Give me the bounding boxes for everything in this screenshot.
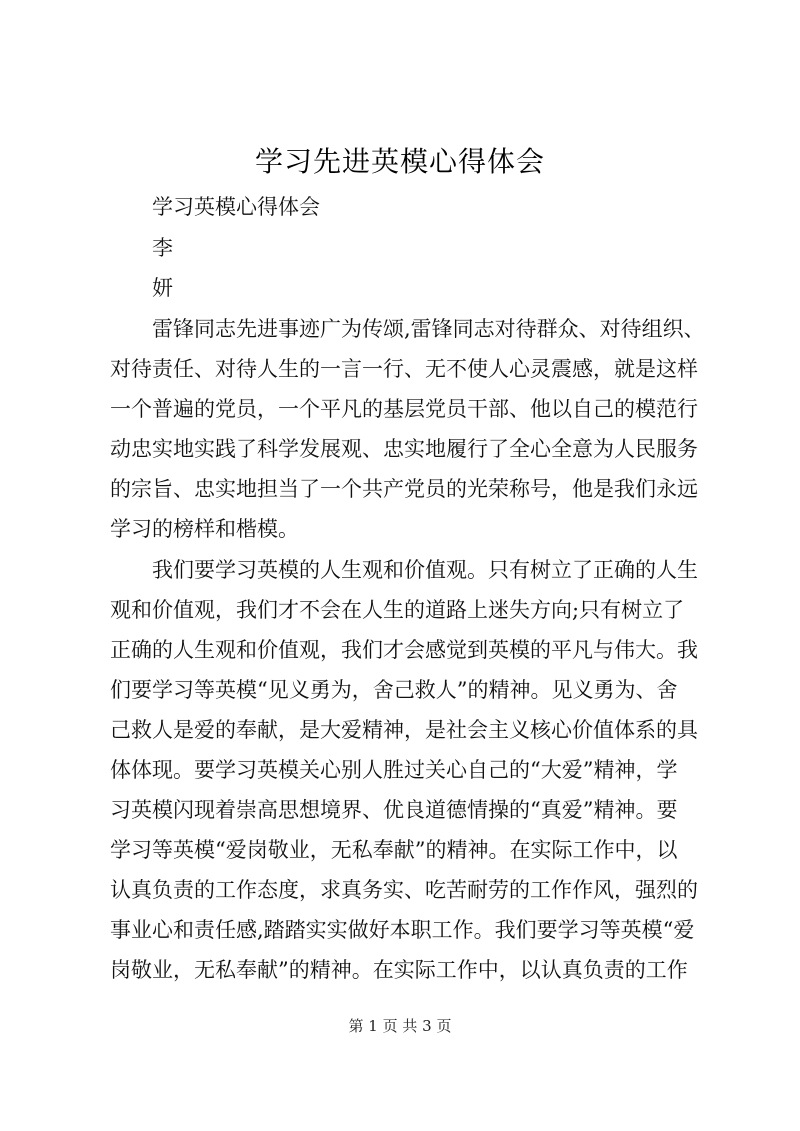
paragraph-1-line: 学习的榜样和楷模。 xyxy=(110,517,299,541)
paragraph-1-line: 对待责任、对待人生的一言一行、无不使人心灵震感，就是这样 xyxy=(110,357,698,381)
paragraph-1-line: 一个普遍的党员，一个平凡的基层党员干部、他以自己的模范行 xyxy=(110,397,698,421)
author-name-line-1: 李 xyxy=(152,236,173,260)
paragraph-2-line: 们要学习等英模“见义勇为，舍己救人”的精神。见义勇为、舍 xyxy=(110,678,678,702)
page-title: 学习先进英模心得体会 xyxy=(254,145,545,178)
paragraph-2-line: 观和价值观，我们才不会在人生的道路上迷失方向;只有树立了 xyxy=(110,598,685,622)
paragraph-2-line: 岗敬业，无私奉献”的精神。在实际工作中，以认真负责的工作 xyxy=(110,958,688,982)
paragraph-1-line: 雷锋同志先进事迹广为传颂,雷锋同志对待群众、对待组织、 xyxy=(152,317,705,341)
paragraph-2-line: 体体现。要学习英模关心别人胜过关心自己的“大爱”精神，学 xyxy=(110,758,678,782)
page-footer: 第 1 页 共 3 页 xyxy=(348,1017,452,1035)
paragraph-2-line: 学习等英模“爱岗敬业，无私奉献”的精神。在实际工作中，以 xyxy=(110,838,678,862)
paragraph-2-line: 事业心和责任感,踏踏实实做好本职工作。我们要学习等英模“爱 xyxy=(110,918,695,942)
paragraph-2-line: 认真负责的工作态度，求真务实、吃苦耐劳的工作作风，强烈的 xyxy=(110,878,698,902)
document-subtitle: 学习英模心得体会 xyxy=(152,195,320,219)
paragraph-2-line: 正确的人生观和价值观，我们才会感觉到英模的平凡与伟大。我 xyxy=(110,638,698,662)
paragraph-2-line: 习英模闪现着崇高思想境界、优良道德情操的“真爱”精神。要 xyxy=(110,798,678,822)
paragraph-2-line: 我们要学习英模的人生观和价值观。只有树立了正确的人生 xyxy=(152,558,698,582)
paragraph-2-line: 己救人是爱的奉献，是大爱精神，是社会主义核心价值体系的具 xyxy=(110,718,698,742)
paragraph-1-line: 动忠实地实践了科学发展观、忠实地履行了全心全意为人民服务 xyxy=(110,437,698,461)
paragraph-1-line: 的宗旨、忠实地担当了一个共产党员的光荣称号，他是我们永远 xyxy=(110,477,698,501)
author-name-line-2: 妍 xyxy=(152,276,173,300)
